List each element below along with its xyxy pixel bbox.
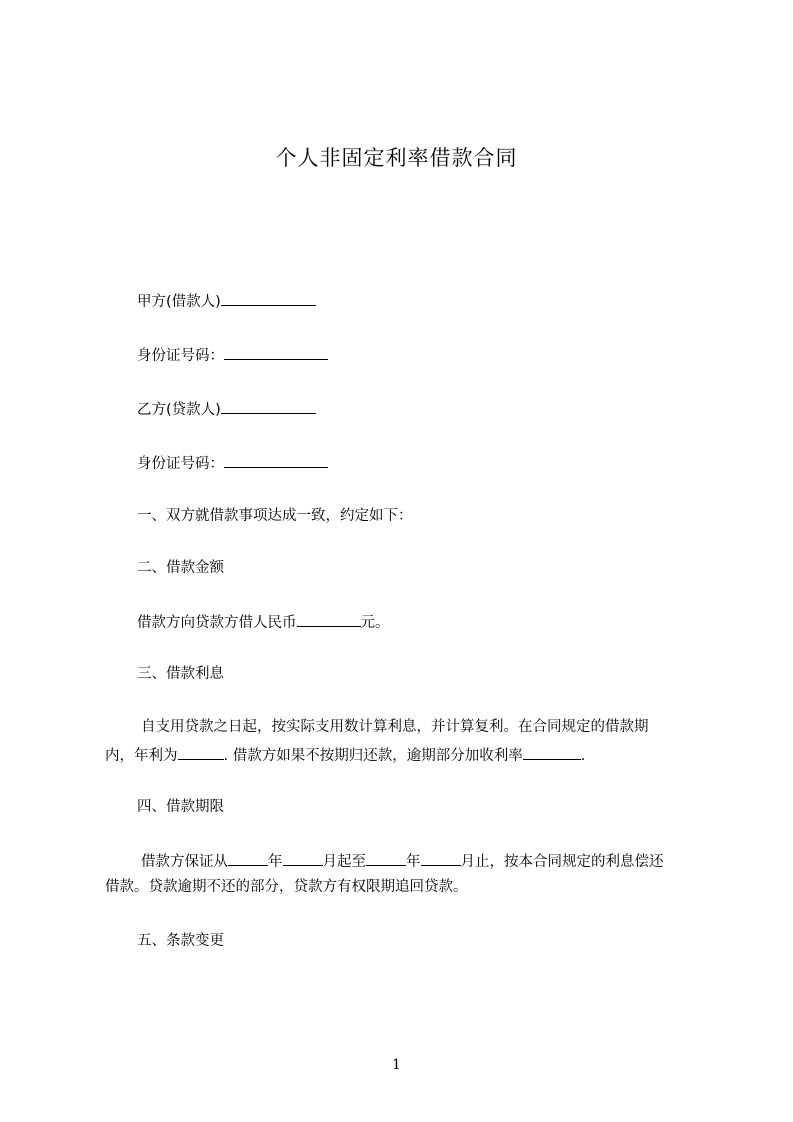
end-month-blank[interactable] (421, 851, 461, 866)
clause-4-line-1 (141, 851, 664, 871)
party-b-id-line (137, 453, 328, 473)
clause-2-heading: 二、借款金额 (137, 560, 224, 576)
clause-4-line-1-c: 月起至 (322, 854, 366, 870)
clause-4-line-1-b: 年 (268, 854, 283, 870)
party-b-id-label: 身份证号码： (137, 456, 224, 472)
clause-3-heading: 三、借款利息 (137, 666, 224, 682)
page-number: 1 (392, 1057, 401, 1073)
clause-3-line-2-b: . 借款方如果不按期归还款，逾期部分加收利率 (223, 748, 523, 764)
party-a-id-blank[interactable] (224, 345, 328, 360)
party-a-id-label: 身份证号码： (137, 348, 224, 364)
start-month-blank[interactable] (283, 851, 323, 866)
party-b-line (137, 399, 316, 419)
clause-4-heading: 四、借款期限 (137, 799, 224, 815)
clause-3-line-2-c: . (580, 748, 586, 764)
party-a-line (137, 291, 316, 311)
start-year-blank[interactable] (228, 851, 268, 866)
clause-1: 一、双方就借款事项达成一致，约定如下： (137, 508, 413, 524)
party-a-blank[interactable] (221, 291, 316, 306)
annual-rate-blank[interactable] (178, 745, 224, 760)
clause-5-heading: 五、条款变更 (137, 933, 224, 949)
clause-2-text (137, 612, 390, 632)
document-title: 个人非固定利率借款合同 (275, 146, 518, 170)
party-a-id-line (137, 345, 328, 365)
clause-3-line-2-a: 内，年利为 (105, 748, 178, 764)
clause-2-text-before: 借款方向贷款方借人民币 (137, 615, 297, 631)
clause-4-line-1-d: 年 (406, 854, 421, 870)
end-year-blank[interactable] (366, 851, 406, 866)
clause-4-line-2: 借款。贷款逾期不还的部分，贷款方有权限期追回贷款。 (105, 879, 468, 895)
clause-2-text-after: 元。 (360, 615, 390, 631)
clause-4-line-1-e: 月止，按本合同规定的利息偿还 (460, 854, 664, 870)
clause-3-line-1: 自支用贷款之日起，按实际支用数计算利息，并计算复利。在合同规定的借款期 (141, 719, 649, 735)
clause-3-line-2 (105, 745, 585, 765)
loan-amount-blank[interactable] (297, 612, 361, 627)
party-b-label: 乙方(贷款人) (137, 402, 221, 418)
party-a-label: 甲方(借款人) (137, 294, 221, 310)
party-b-blank[interactable] (221, 399, 316, 414)
clause-4-line-1-a: 借款方保证从 (141, 854, 228, 870)
party-b-id-blank[interactable] (224, 453, 328, 468)
overdue-rate-blank[interactable] (523, 745, 581, 760)
